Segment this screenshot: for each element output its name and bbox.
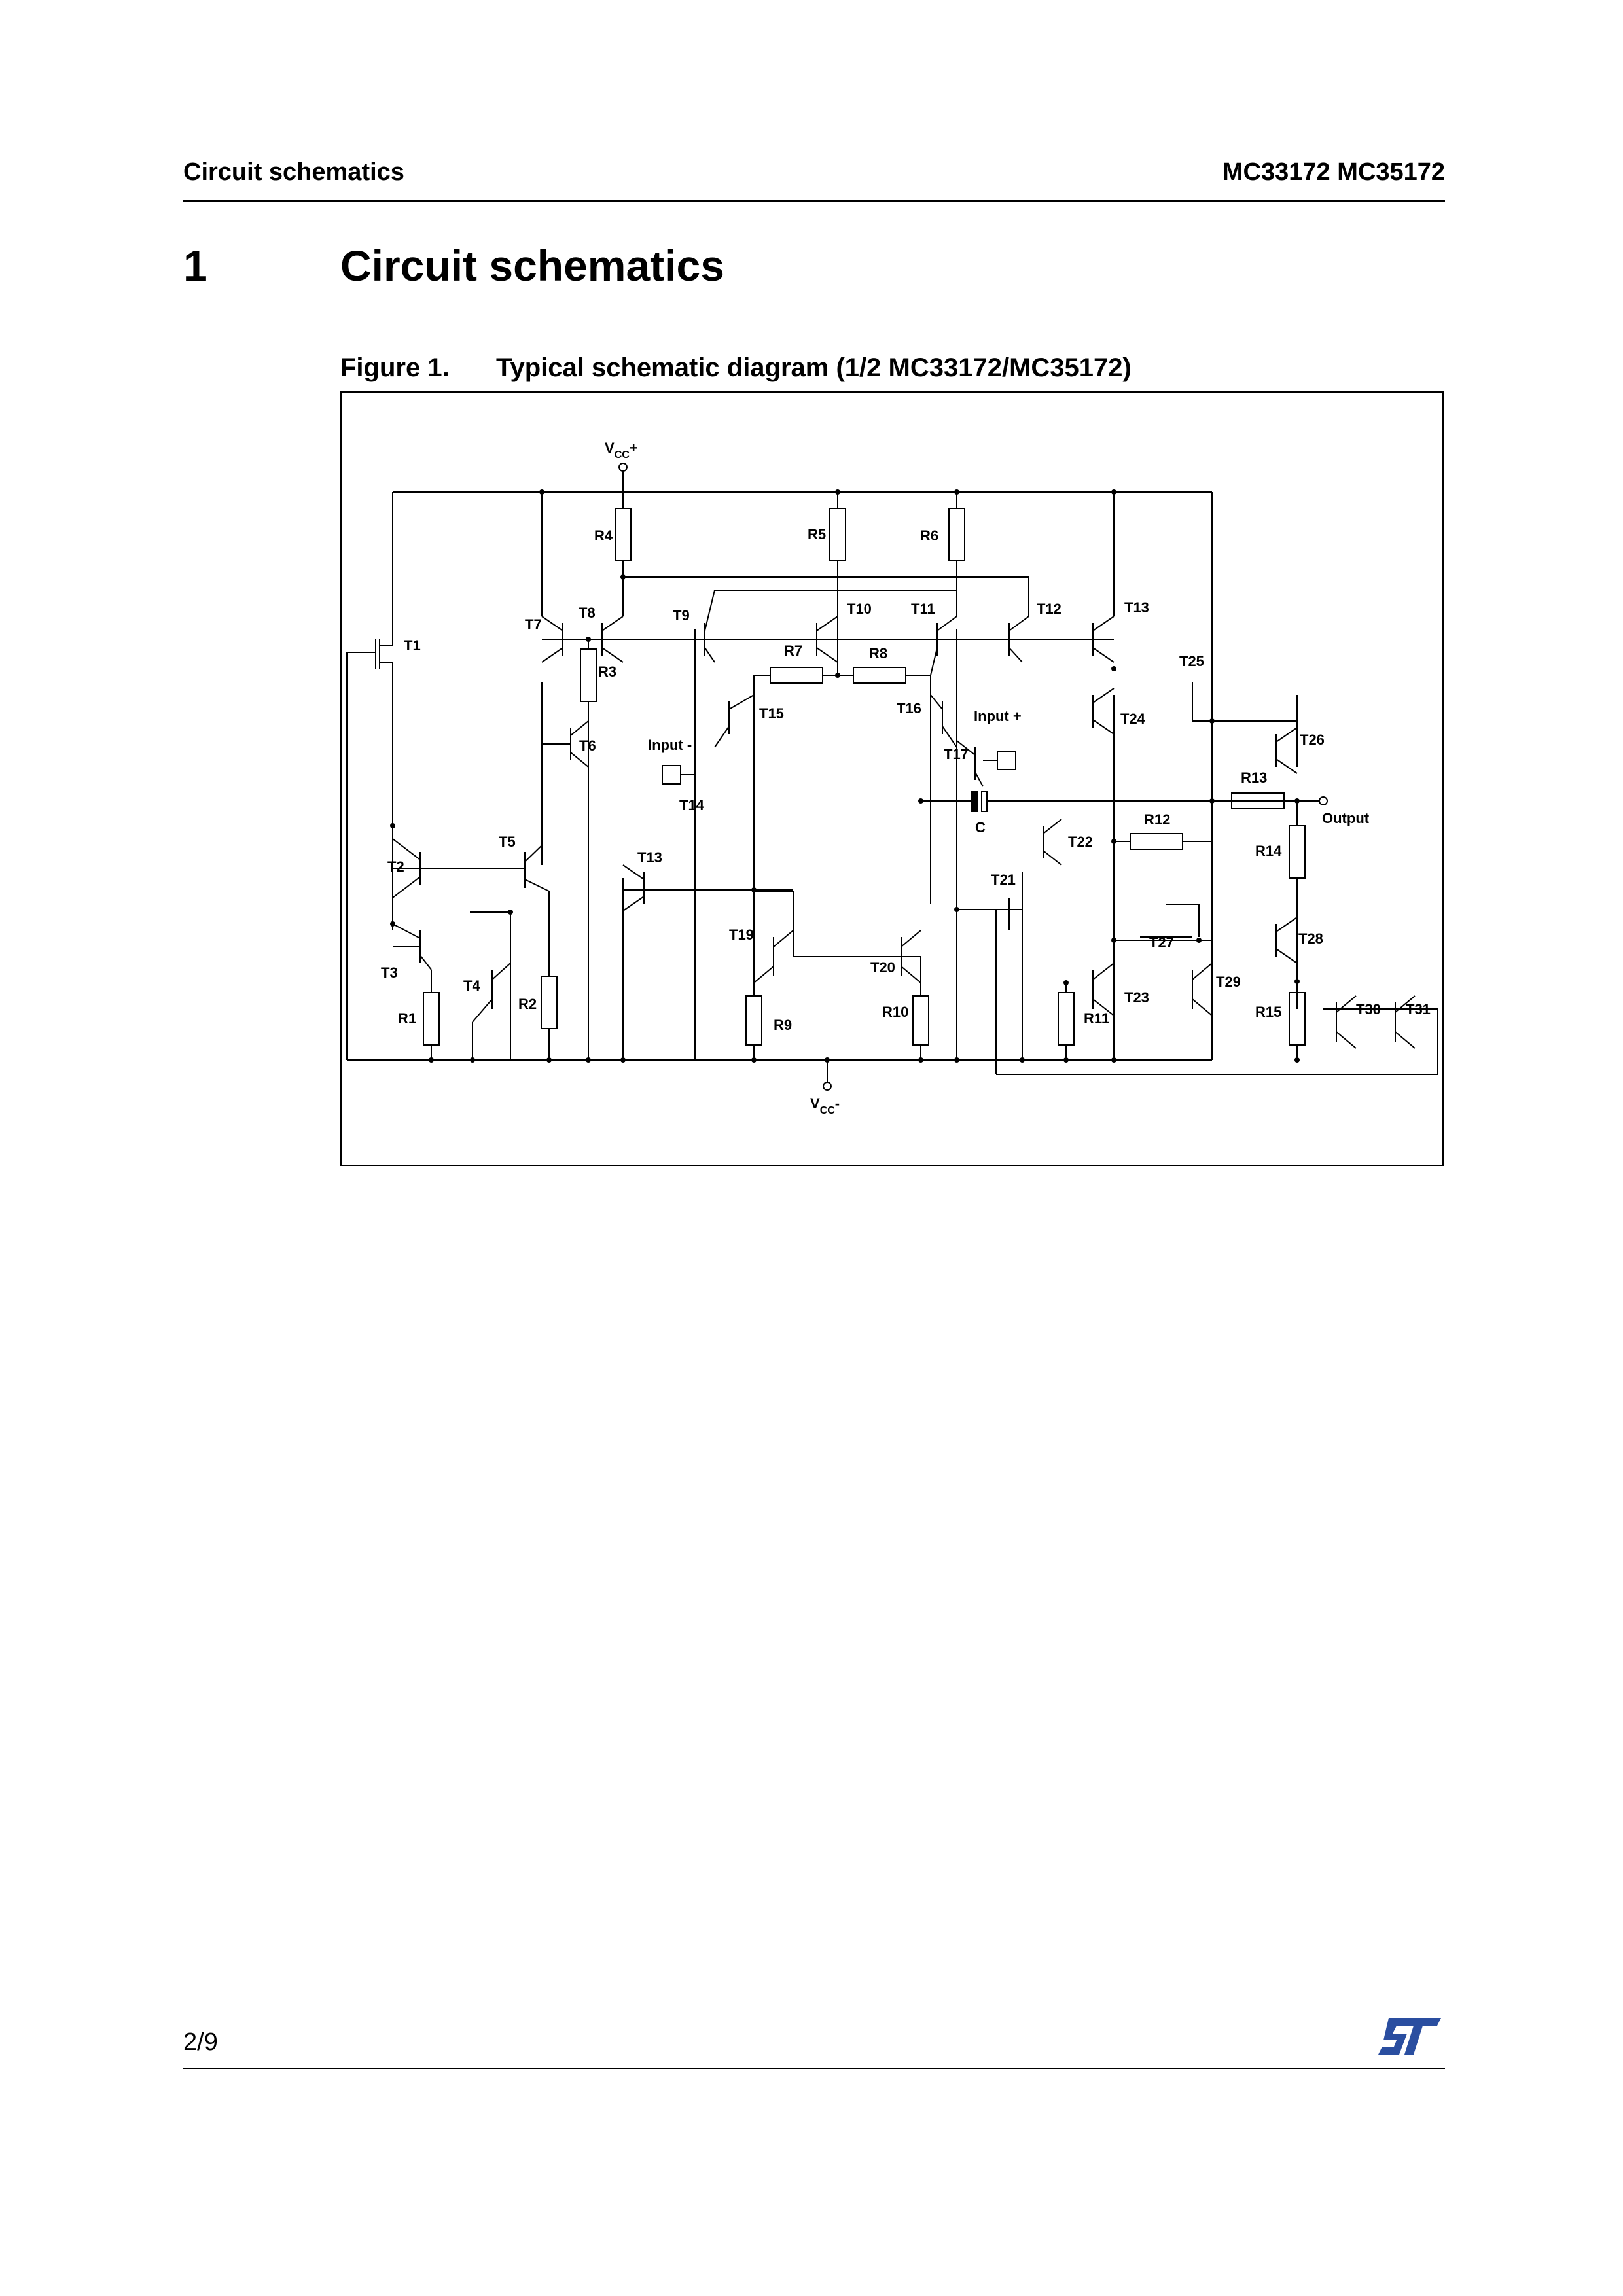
label-T17: T17 [944, 746, 969, 762]
resistor-R4 [615, 508, 631, 561]
label-T29: T29 [1216, 974, 1241, 990]
running-header-product: MC33172 MC35172 [1222, 158, 1445, 186]
label-T12: T12 [1037, 601, 1061, 617]
label-R15: R15 [1255, 1004, 1282, 1020]
label-input-plus: Input + [974, 708, 1022, 724]
section-title: Circuit schematics [340, 241, 724, 290]
label-R12: R12 [1144, 811, 1171, 828]
label-R14: R14 [1255, 843, 1282, 859]
resistor-R12 [1130, 834, 1183, 849]
label-output: Output [1322, 810, 1370, 826]
resistor-R6 [949, 508, 965, 561]
label-T15: T15 [759, 705, 784, 722]
label-T26: T26 [1300, 732, 1325, 748]
page-number: 2/9 [183, 2028, 218, 2056]
capacitor-C [972, 792, 977, 811]
label-T21: T21 [991, 872, 1016, 888]
label-T9: T9 [673, 607, 690, 624]
label-T23: T23 [1124, 989, 1149, 1006]
footer-rule [183, 2068, 1445, 2069]
schematic-figure [340, 391, 1444, 1166]
label-T13b: T13 [637, 849, 662, 866]
label-R4: R4 [594, 527, 613, 544]
label-R11: R11 [1084, 1010, 1110, 1027]
label-T10: T10 [847, 601, 872, 617]
input-plus-terminal [997, 751, 1016, 769]
label-R2: R2 [518, 996, 537, 1012]
resistor-R1 [423, 993, 439, 1045]
label-T1: T1 [404, 637, 421, 654]
label-C: C [975, 819, 986, 836]
resistor-R8 [853, 667, 906, 683]
label-T14: T14 [679, 797, 704, 813]
label-R8: R8 [869, 645, 888, 662]
label-R5: R5 [808, 526, 827, 542]
label-R10: R10 [882, 1004, 909, 1020]
figure-label: Figure 1. [340, 353, 450, 382]
resistor-R5 [830, 508, 846, 561]
label-T24: T24 [1120, 711, 1145, 727]
label-R9: R9 [774, 1017, 793, 1033]
label-T2: T2 [387, 858, 404, 875]
running-header-title: Circuit schematics [183, 158, 404, 186]
resistor-R10 [913, 996, 929, 1045]
label-T6: T6 [579, 737, 596, 754]
label-T27: T27 [1149, 934, 1174, 951]
label-T4: T4 [463, 978, 480, 994]
label-input-minus: Input - [648, 737, 692, 753]
label-vcc-plus: $V_{CC}+$ [605, 440, 638, 461]
label-T25: T25 [1179, 653, 1204, 669]
label-T28: T28 [1298, 930, 1323, 947]
label-T22: T22 [1068, 834, 1093, 850]
output-terminal [1319, 797, 1327, 805]
schematic-diagram [342, 393, 1444, 1166]
label-T31: T31 [1406, 1001, 1431, 1017]
section-number: 1 [183, 241, 207, 290]
resistor-R11 [1058, 993, 1074, 1045]
figure-caption-text: Typical schematic diagram (1/2 MC33172/MC35172) [496, 353, 1132, 382]
input-minus-terminal [662, 766, 681, 784]
label-R7: R7 [784, 643, 803, 659]
label-T30: T30 [1356, 1001, 1381, 1017]
label-T5: T5 [499, 834, 516, 850]
resistor-R2 [541, 976, 557, 1029]
label-R3: R3 [598, 663, 617, 680]
label-T8: T8 [579, 605, 596, 621]
resistor-R14 [1289, 826, 1305, 878]
figure-caption [340, 353, 1132, 383]
label-T19: T19 [729, 927, 754, 943]
label-T13: T13 [1124, 599, 1149, 616]
resistor-R7 [770, 667, 823, 683]
label-T11: T11 [911, 601, 935, 617]
label-T3: T3 [381, 964, 398, 981]
resistor-R9 [746, 996, 762, 1045]
label-T20: T20 [870, 959, 895, 976]
header-rule [183, 200, 1445, 202]
label-R6: R6 [920, 527, 939, 544]
label-T7: T7 [525, 616, 542, 633]
label-R1: R1 [398, 1010, 417, 1027]
st-logo-icon [1377, 2017, 1442, 2059]
label-R13: R13 [1241, 769, 1268, 786]
label-vcc-minus: $V_{CC}-$ [810, 1095, 840, 1116]
label-T16: T16 [897, 700, 921, 716]
resistor-R3 [580, 649, 596, 701]
